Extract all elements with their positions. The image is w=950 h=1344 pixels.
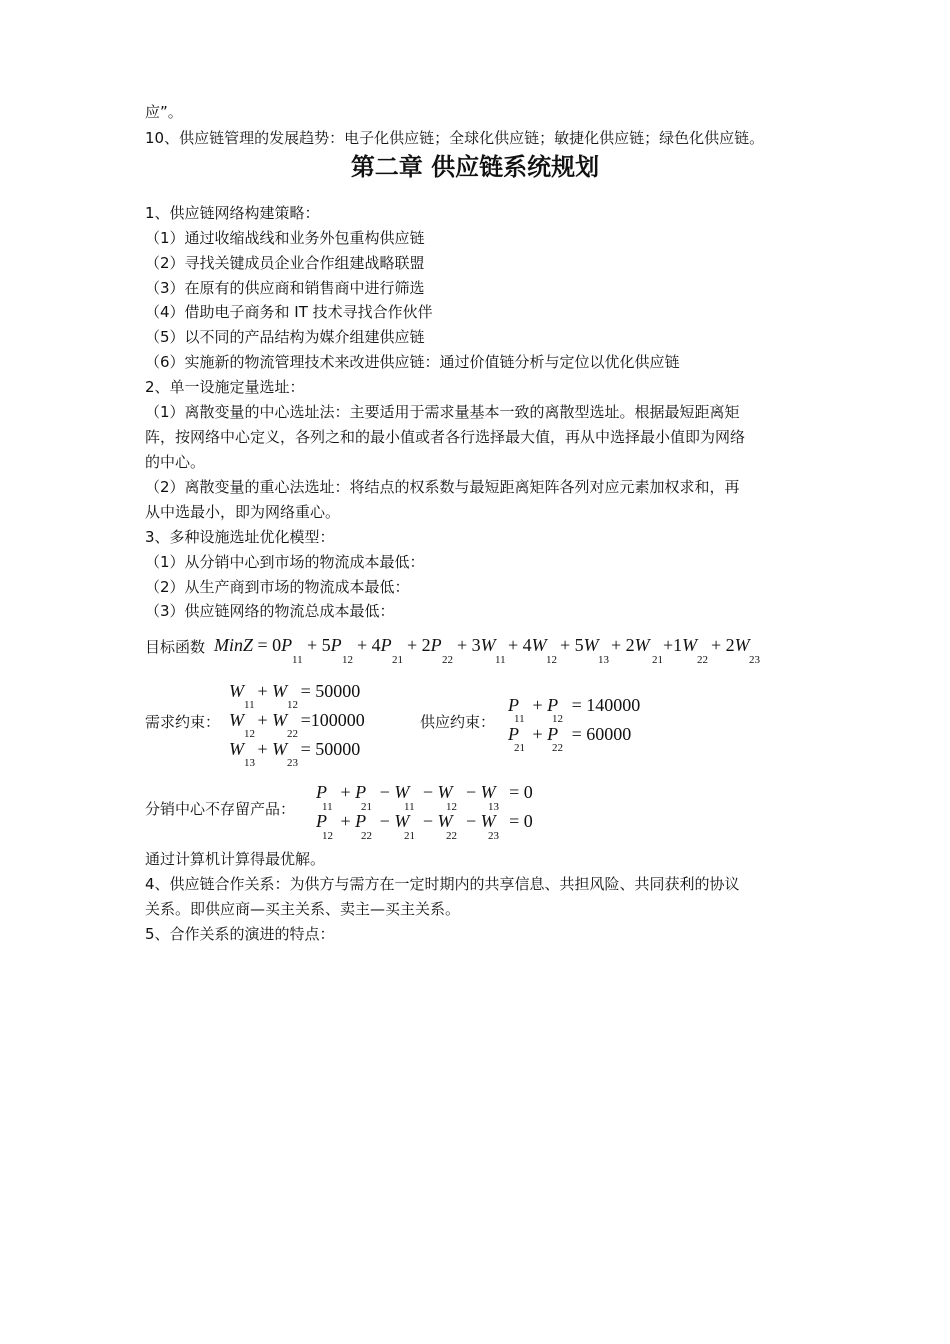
section-4-line: 4、供应链合作关系：为供方与需方在一定时期内的共享信息、共担风险、共同获利的协议: [145, 875, 740, 893]
list-item: （5）以不同的产品结构为媒介组建供应链: [145, 328, 425, 346]
list-item: （4）借助电子商务和 IT 技术寻找合作伙伴: [145, 303, 433, 321]
paragraph-line: 阵，按网络中心定义，各列之和的最小值或者各行选择最大值，再从中选择最小值即为网络: [145, 428, 746, 446]
paragraph-line: （1）离散变量的中心选址法：主要适用于需求量基本一致的离散型选址。根据最短距离矩: [145, 403, 740, 421]
paragraph-line: 通过计算机计算得最优解。: [145, 850, 326, 868]
paragraph-line: 的中心。: [145, 453, 206, 471]
section-2-title: 2、单一设施定量选址：: [145, 378, 305, 396]
section-4-line: 关系。即供应商—买主关系、卖主—买主关系。: [145, 900, 461, 918]
supply-label: 供应约束：: [420, 713, 496, 731]
list-item: （3）供应链网络的物流总成本最低：: [145, 602, 395, 620]
section-3-title: 3、多种设施选址优化模型：: [145, 528, 335, 546]
section-5-title: 5、合作关系的演进的特点：: [145, 925, 335, 943]
paragraph-line: 从中选最小，即为网络重心。: [145, 503, 341, 521]
list-item: （3）在原有的供应商和销售商中进行筛选: [145, 279, 425, 297]
demand-label: 需求约束：: [145, 713, 221, 731]
list-item: （1）通过收缩战线和业务外包重构供应链: [145, 229, 425, 247]
objective-label: 目标函数: [145, 638, 206, 656]
text-line: 10、供应链管理的发展趋势：电子化供应链；全球化供应链；敏捷化供应链；绿色化供应链。: [145, 129, 765, 147]
paragraph-line: （2）离散变量的重心法选址：将结点的权系数与最短距离矩阵各列对应元素加权求和，再: [145, 478, 740, 496]
list-item: （6）实施新的物流管理技术来改进供应链：通过价值链分析与定位以优化供应链: [145, 353, 680, 371]
section-1-title: 1、供应链网络构建策略：: [145, 204, 320, 222]
distribution-label: 分销中心不存留产品：: [145, 800, 296, 818]
document-page: 应”。 10、供应链管理的发展趋势：电子化供应链；全球化供应链；敏捷化供应链；绿色化供应链。 第二章 供应链系统规划 1、供应链网络构建策略： （1）通过收缩战线和业务外包重构供应链 （2）寻找关键成员企业合作组建战略联盟 （3）在原有的供应商和销售商中进行筛选 （4）借助电子商务和 IT 技术寻找合作伙伴 （5）以不同的产品结构为媒介组建供应链 （6）实施新的物流管理技术来改进供应链：通过价值链分析与定位以优化供应链 2、单一设施定量选址： （1）离散变量的中心选址法：主要适用于需求量基本一致的离散型选址。根据最短距离矩 阵，按网络中心定义，各列之和的最小值或者各行选择最大值，再从中选择最小值即为网络 的中心。 （2）离散变量的重心法选址：将结点的权系数与最短距离矩阵各列对应元素加权求和，再 从中选最小，即为网络重心。 3、多种设施选址优化模型： （1）从分销中心到市场的物流成本最低： （2）从生产商到市场的物流成本最低： （3）供应链网络的物流总成本最低： 目标函数 MinZ = 0P 11 + 5P 12 + 4P 21 + 2P 22 + 3W 11 + 4W 12 + 5W 13 + 2W 21 +1W 22 + 2W 23 需求约束： W + W = 50000 11 12 W + W =100000 12 22 W + W = 50000 13 23 供应约束： P + P = 140000 11 12 P + P = 60000 21 22 分销中心不存留产品： P + P − W − W − W = 0 11 21 11 12 13 P + P − W − W − W = 0 12 22 21 22 23 通过计算机计算得最优解。 4、供应链合作关系：为供方与需方在一定时期内的共享信息、共担风险、共同获利的协议 关系。即供应商—买主关系、卖主—买主关系。 5、合作关系的演进的特点：: [0, 0, 950, 1344]
list-item: （1）从分销中心到市场的物流成本最低：: [145, 553, 425, 571]
chapter-heading: 第二章 供应链系统规划: [350, 153, 600, 181]
list-item: （2）从生产商到市场的物流成本最低：: [145, 578, 410, 596]
text-line: 应”。: [145, 103, 183, 121]
list-item: （2）寻找关键成员企业合作组建战略联盟: [145, 254, 425, 272]
